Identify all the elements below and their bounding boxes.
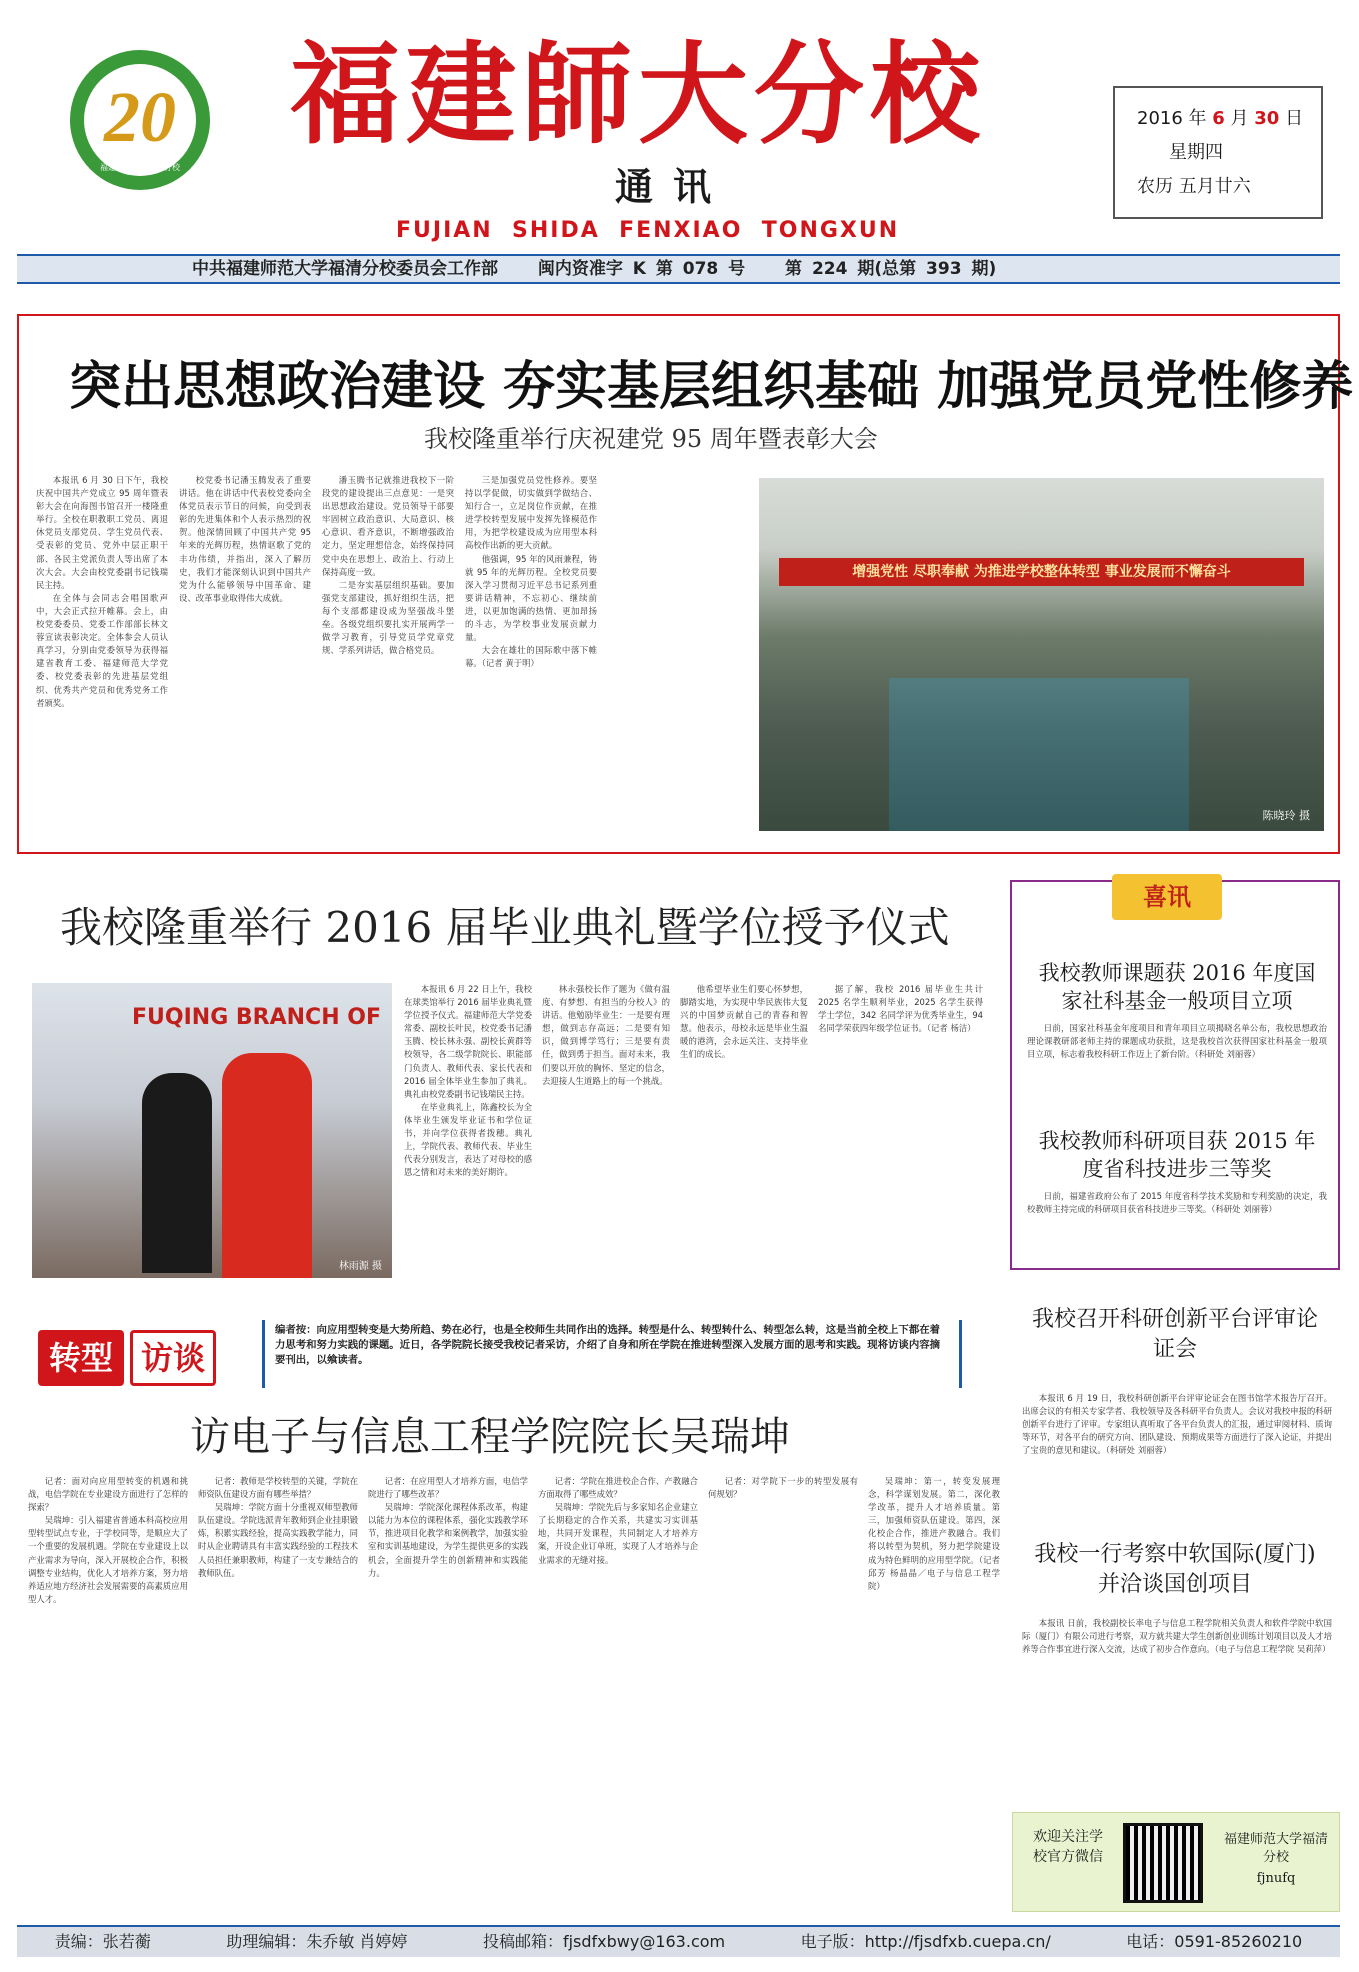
license: 闽内资准字 K 第 078 号: [537, 259, 746, 279]
weekday: 星期四: [1169, 142, 1223, 163]
footer-assistant: 助理编辑：朱乔敏 肖婷婷: [226, 1932, 408, 1951]
lead-headline: 突出思想政治建设 夯实基层组织基础 加强党员党性修养: [69, 357, 1354, 417]
interview-col2: 记者：教师是学校转型的关键，学院在师资队伍建设方面有哪些举措？ 吴瑞坤：学院方面十分重视双师型教师队伍建设。学院选派青年教师到企业挂职锻炼，积累实践经验，提高实践教学能力，同时从企业聘请具有丰富实践经验的工程技术人员担任兼职教师，构建了一支专兼结合的教师队伍。: [198, 1476, 358, 1578]
footer-editor: 责编：张若蘅: [54, 1932, 151, 1951]
news-item-body-4: 本报讯 日前，我校副校长率电子与信息工程学院相关负责人和软件学院中软国际（厦门）有限公司进行考察，双方就共建大学生创新创业训练计划项目以及人才培养等合作事宜进行深入交流，达成了初步合作意向。（电子与信息工程学院 吴莉萍）: [1022, 1618, 1332, 1655]
interview-tag: [38, 1330, 216, 1388]
news-item-body-3: 本报讯 6 月 19 日，我校科研创新平台评审论证会在图书馆学术报告厅召开。出席会议的有相关专家学者、我校领导及各科研平台负责人。会议对我校申报的科研创新平台进行了评审。专家组认真听取了各平台负责人的汇报，通过审阅材料、质询等环节，对各平台的研究方向、团队建设、预期成果等方面进行了深入论证，并提出了宝贵的意见和建议。（科研处 刘丽蓉）: [1022, 1393, 1332, 1456]
news-item-title-3: 我校召开科研创新平台评审论证会: [1031, 1307, 1318, 1362]
newspaper-title: 福建師大分校: [290, 30, 986, 159]
interview-col5: 记者：对学院下一步的转型发展有何规划？: [708, 1476, 858, 1500]
anniversary-logo: [70, 50, 210, 190]
qr-box: [1012, 1812, 1340, 1912]
interview-headline: 访电子与信息工程学院院长吴瑞坤: [190, 1414, 790, 1460]
grad-photo-credit: 林雨源 摄: [338, 1261, 382, 1272]
lead-body-col1: 本报讯 6 月 30 日下午，我校庆祝中国共产党成立 95 周年暨表彰大会在向海图书馆召开一楼隆重举行。全校在职教职工党员、离退休党员支部党员、学生党员代表、受表彰的党员、党外中层正职干部、各民主党派负责人等出席了本次大会。大会由校党委副书记钱瑞民主持。 在全体与会同志会唱国歌声中，大会正式拉开帷幕。会上，由校党委委员、党委工作部部长林文蓉宣读表彰决定。全体参会人员认真学习，分别由党委领导为获得福建省教育工委、福建师范大学党委、校党委表彰的先进基层党组织、优秀共产党员和优秀党务工作者颁奖。: [36, 475, 168, 708]
lead-subhead: 我校隆重举行庆祝建党 95 周年暨表彰大会: [424, 425, 878, 453]
good-news-badge: 喜讯: [1112, 874, 1222, 920]
qr-right-text-1: 福建师范大学福清分校: [1223, 1832, 1328, 1865]
lead-body-col4: 三是加强党员党性修养。要坚持以学促做，切实做到学做结合、知行合一，立足岗位作贡献，在推进学校转型发展中发挥先锋模范作用，为把学校建设成为应用型本科高校作出新的更大贡献。 他强调，95 年的风雨兼程，铸就 95 年的光辉历程。全校党员要深入学习贯彻习近平总书记系列重要讲话精神，不忘初心、继续前进，以更加饱满的热情、更加昂扬的斗志，为学校事业发展贡献力量。 大会在雄壮的国际歌中落下帷幕。（记者 黄于明）: [465, 475, 597, 669]
date-box: [1113, 86, 1323, 219]
grad-body-col2: 林永强校长作了题为《做有温度、有梦想、有担当的分校人》的讲话。他勉励毕业生：一是要有理想，做到志存高远；二是要有知识，做到博学笃行；三是要有责任，做到勇于担当。面对未来，我们要以开放的胸怀、坚定的信念，去迎接人生道路上的每一个挑战。: [542, 984, 670, 1086]
grad-headline: 我校隆重举行 2016 届毕业典礼暨学位授予仪式: [60, 903, 950, 952]
news-item-body-1: 日前，国家社科基金年度项目和青年项目立项揭晓名单公布，我校思想政治理论课教研部老师主持的课题成功获批，这是我校首次获得国家社科基金一般项目立项，标志着我校科研工作迈上了新台阶。（科研处 刘丽蓉）: [1027, 1023, 1327, 1060]
photo-banner: 增强党性 尽职奉献 为推进学校整体转型 事业发展而不懈奋斗: [779, 558, 1304, 586]
qr-left-text: 欢迎关注学校官方微信: [1033, 1829, 1103, 1865]
newspaper-pinyin: FUJIAN SHIDA FENXIAO TONGXUN: [396, 218, 900, 243]
issuer: 中共福建师范大学福清分校委员会工作部: [192, 259, 498, 279]
news-item-title-2: 我校教师科研项目获 2015 年度省科技进步三等奖: [1038, 1129, 1316, 1181]
footer-eversion[interactable]: 电子版：http://fjsdfxb.cuepa.cn/: [800, 1932, 1051, 1951]
news-box: [1010, 880, 1340, 1270]
issue-bar: [17, 254, 1340, 284]
lead-article: [17, 314, 1354, 854]
interview-tag-2: 访谈: [130, 1330, 216, 1386]
interview-col6: 吴瑞坤：第一，转变发展理念，科学谋划发展。第二，深化教学改革，提升人才培养质量。第三，加强师资队伍建设。第四，深化校企合作，推进产教融合。我们将以转型为契机，努力把学院建设成为特色鲜明的应用型学院。（记者 邱芳 杨晶晶／电子与信息工程学院）: [868, 1476, 1000, 1591]
editor-note: 编者按：向应用型转变是大势所趋、势在必行，也是全校师生共同作出的选择。转型是什么、转型转什么、转型怎么转，这是当前全校上下都在着力思考和努力实践的课题。近日，各学院院长接受我校记者采访，介绍了自身和所在学院在推进转型深入发展方面的思考和实践。现将访谈内容摘要刊出，以飨读者。: [262, 1320, 962, 1388]
photo-credit: 陈晓玲 摄: [1262, 809, 1310, 822]
grad-photo: [32, 983, 392, 1278]
logo-number: 20: [104, 77, 176, 157]
lead-photo: [759, 478, 1324, 831]
grad-body-col4: 据了解，我校 2016 届毕业生共计 2025 名学生顺利毕业，2025 名学生获得学士学位，342 名同学评为优秀毕业生，94 名同学荣获四年级学位证书。（记者 杨洁）: [818, 984, 983, 1034]
lunar-date: 农历 五月廿六: [1137, 176, 1251, 197]
footer-phone: 电话：0591-85260210: [1126, 1932, 1303, 1951]
interview-tag-1: 转型: [38, 1330, 124, 1386]
interview-col4: 记者：学院在推进校企合作、产教融合方面取得了哪些成效？ 吴瑞坤：学院先后与多家知名企业建立了长期稳定的合作关系，共建实习实训基地，共同开发课程，共同制定人才培养方案，开设企业订单班，实现了人才培养与企业需求的无缝对接。: [538, 1476, 698, 1565]
qr-code: [1123, 1823, 1203, 1903]
newspaper-subtitle: 通讯: [615, 164, 732, 209]
date-line: 2016 年 6 月 30 日: [1137, 108, 1304, 129]
grad-body-col1: 本报讯 6 月 22 日上午，我校在球类馆举行 2016 届毕业典礼暨学位授予仪式。福建师范大学党委常委、副校长叶民，校党委书记潘玉腾、校长林永强、副校长黄群等校领导，各二级学院院长、职能部门负责人、教师代表、家长代表和 2016 届全体毕业生参加了典礼。典礼由校党委副书记钱瑞民主持。 在毕业典礼上，陈鑫校长为全体毕业生颁发毕业证书和学位证书，并向学位获得者拨穗。典礼上，学院代表、教师代表、毕业生代表分别发言，表达了对母校的感恩之情和对未来的美好期许。: [404, 984, 532, 1178]
issue-number: 第 224 期(总第 393 期): [785, 259, 997, 279]
masthead: [0, 0, 1359, 290]
lead-body-col3: 潘玉腾书记就推进我校下一阶段党的建设提出三点意见：一是突出思想政治建设。党员领导干部要牢固树立政治意识、大局意识、核心意识、看齐意识，不断增强政治定力，坚定理想信念，始终保持同党中央在思想上、政治上、行动上保持高度一致。 二是夯实基层组织基础。要加强党支部建设，抓好组织生活，把每个支部都建设成为坚强战斗堡垒。各级党组织要扎实开展两学一做学习教育，引导党员学党章党规、学系列讲话，做合格党员。: [322, 475, 454, 656]
grad-photo-banner: FUQING BRANCH OF: [132, 1005, 382, 1030]
interview-col1: 记者：面对向应用型转变的机遇和挑战，电信学院在专业建设方面进行了怎样的探索？ 吴瑞坤：引入福建省普通本科高校应用型转型试点专业，于学校同等，是顺应大了一个重要的发展机遇。学院在专业建设上以产业需求为导向，深入开展校企合作，积极调整专业结构，优化人才培养方案，努力培养适应地方经济社会发展需要的高素质应用型人才。: [28, 1476, 188, 1604]
news-item-title-4: 我校一行考察中软国际(厦门)并洽谈国创项目: [1034, 1542, 1316, 1597]
logo-ring-text: 福建师范大学福清分校: [100, 163, 180, 172]
qr-right-text-2: fjnufq: [1256, 1871, 1296, 1886]
news-item-title-1: 我校教师课题获 2016 年度国家社科基金一般项目立项: [1038, 961, 1316, 1013]
grad-body-col3: 他希望毕业生们要心怀梦想，脚踏实地，为实现中华民族伟大复兴的中国梦贡献自己的青春和智慧。他表示，母校永远是毕业生温暖的港湾，会永远关注、支持毕业生们的成长。: [680, 984, 808, 1060]
news-item-body-2: 日前，福建省政府公布了 2015 年度省科学技术奖励和专利奖励的决定，我校教师主持完成的科研项目获省科技进步三等奖。（科研处 刘丽蓉）: [1027, 1191, 1327, 1215]
lead-body-col2: 校党委书记潘玉腾发表了重要讲话。他在讲话中代表校党委向全体党员表示节日的问候，向受到表彰的先进集体和个人表示热烈的祝贺。他深情回顾了中国共产党 95 年来的光辉历程，热情讴歌了党的丰功伟绩，并指出，深入了解历史，我们才能深刻认识到中国共产党为什么能够领导中国革命、建设、改革事业取得伟大成就。: [179, 475, 311, 603]
footer: [17, 1925, 1340, 1957]
footer-email[interactable]: 投稿邮箱：fjsdfxbwy@163.com: [482, 1932, 726, 1951]
interview-col3: 记者：在应用型人才培养方面，电信学院进行了哪些改革？ 吴瑞坤：学院深化课程体系改革，构建以能力为本位的课程体系，强化实践教学环节，推进项目化教学和案例教学，加强实验室和实训基地建设，为学生提供更多的实践机会，全面提升学生的创新精神和实践能力。: [368, 1476, 528, 1578]
